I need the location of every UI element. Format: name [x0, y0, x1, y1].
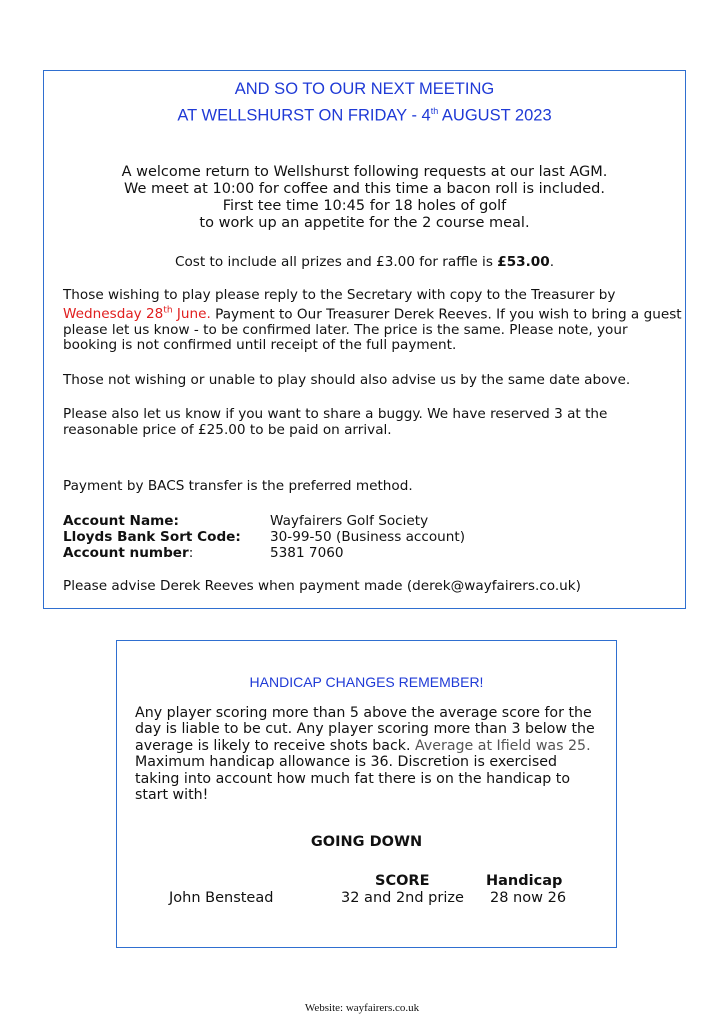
handicap-box — [116, 640, 617, 948]
intro-line-4: to work up an appetite for the 2 course meal. — [199, 215, 530, 231]
intro-line-2: We meet at 10:00 for coffee and this time a bacon roll is included. — [124, 181, 605, 197]
buggy-paragraph: Please also let us know if you want to share a buggy. We have reserved 3 at the reasonable price of £25.00 to be paid on arrival. — [63, 406, 608, 438]
meeting-title-line2-sup: th — [430, 106, 439, 116]
meeting-title-line1: AND SO TO OUR NEXT MEETING — [234, 80, 495, 98]
reply-date-post: June. — [172, 306, 211, 323]
handicap-paragraph — [135, 705, 605, 803]
account-number-colon: : — [188, 545, 194, 561]
score-column-header: SCORE — [375, 873, 430, 889]
reply-pre: Those wishing to play please reply to the Secretary with copy to the Treasurer by — [63, 287, 616, 303]
account-number-label-wrap — [63, 545, 193, 561]
handicap-title: HANDICAP CHANGES REMEMBER! — [249, 674, 484, 690]
cost-amount: £53.00 — [497, 254, 550, 270]
meeting-title-line2 — [44, 106, 685, 126]
account-name-label: Account Name: — [63, 513, 179, 529]
intro-line-1: A welcome return to Wellshurst following requests at our last AGM. — [121, 164, 608, 180]
reply-paragraph — [63, 288, 683, 354]
next-meeting-box — [43, 70, 686, 609]
not-playing-paragraph: Those not wishing or unable to play should also advise us by the same date above. — [63, 372, 631, 388]
payment-method: Payment by BACS transfer is the preferred method. — [63, 478, 413, 494]
player-handicap: 28 now 26 — [490, 890, 567, 906]
account-name-value: Wayfairers Golf Society — [270, 513, 429, 529]
reply-date-sup: th — [163, 305, 173, 316]
meeting-title-line2-pre: AT WELLSHURST ON FRIDAY - 4 — [177, 106, 431, 125]
cost-line — [44, 254, 685, 271]
meeting-title-line2-post: AUGUST 2023 — [438, 106, 552, 125]
player-name: John Benstead — [169, 890, 274, 906]
cost-end: . — [549, 254, 555, 270]
account-number-label: Account number — [63, 545, 189, 561]
handicap-text-end: Maximum handicap allowance is 36. Discretion is exercised taking into account how much fat there is on the handicap to start with! — [135, 754, 571, 804]
handicap-text-average: Average at Ifield was 25. — [414, 737, 591, 754]
sort-code-label: Lloyds Bank Sort Code: — [63, 529, 241, 545]
reply-date — [63, 306, 211, 322]
handicap-column-header: Handicap — [486, 873, 563, 889]
player-score: 32 and 2nd prize — [341, 890, 464, 906]
intro-line-3: First tee time 10:45 for 18 holes of golf — [222, 198, 507, 214]
cost-text: Cost to include all prizes and £3.00 for raffle is — [174, 254, 498, 270]
handicap-text-main: Any player scoring more than 5 above the average score for the day is liable to be cut. Any player scoring more than 3 below the average is likely to receive shots back. — [135, 705, 595, 754]
account-number-value: 5381 7060 — [270, 545, 344, 561]
advise-line: Please advise Derek Reeves when payment made (derek@wayfairers.co.uk) — [63, 578, 581, 594]
sort-code-value: 30-99-50 (Business account) — [270, 529, 466, 545]
reply-date-pre: Wednesday 28 — [63, 306, 164, 323]
going-down-heading: GOING DOWN — [310, 834, 423, 850]
footer-website: Website: wayfairers.co.uk — [304, 1002, 420, 1014]
reply-post: Payment to Our Treasurer Derek Reeves. If you wish to bring a guest please let us know - to be confirmed later. The price is the same. Please note, your booking is not confirmed until receipt of the full payment. — [63, 306, 682, 354]
